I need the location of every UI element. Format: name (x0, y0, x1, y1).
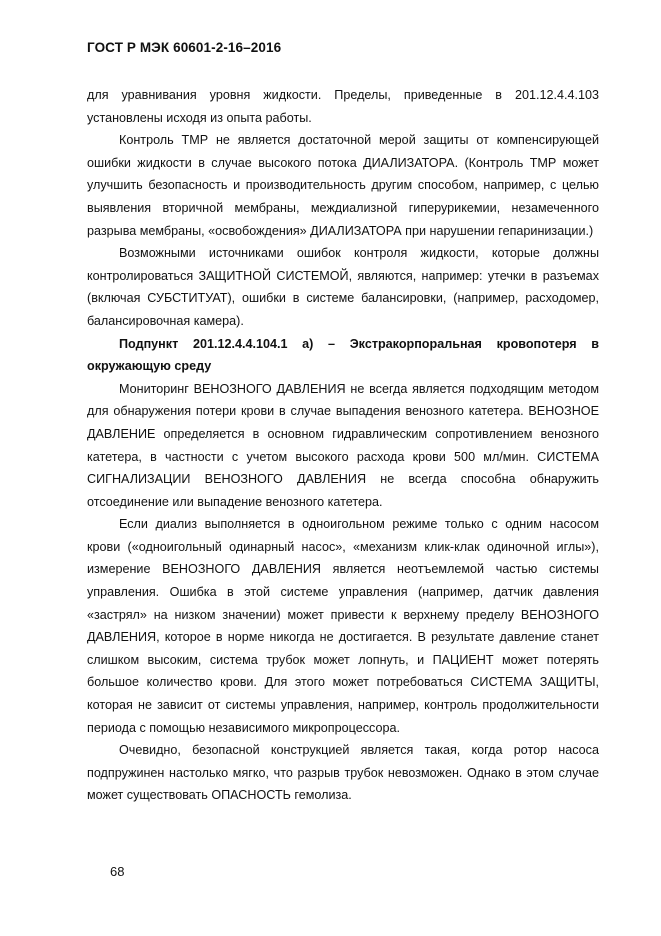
paragraph-venous-pressure: Мониторинг ВЕНОЗНОГО ДАВЛЕНИЯ не всегда является подходящим методом для обнаружения потери крови в случае выпадения венозного катетера. ВЕНОЗНОЕ ДАВЛЕНИЕ определяется в основном гидравлическим сопротивлением венозного катетера, в частности с учетом высокого расхода крови 500 мл/мин. СИСТЕМА СИГНАЛИЗАЦИИ ВЕНОЗНОГО ДАВЛЕНИЯ не всегда способна обнаружить отсоединение или выпадение венозного катетера. (87, 381, 599, 509)
document-header: ГОСТ Р МЭК 60601-2-16–2016 (87, 40, 282, 55)
document-body (87, 84, 599, 807)
subclause-heading: Подпункт 201.12.4.4.104.1 а) – Экстракорпоральная кровопотеря в окружающую среду (87, 336, 599, 374)
paragraph-safe-design: Очевидно, безопасной конструкцией является такая, когда ротор насоса подпружинен настолько мягко, что разрыв трубок невозможен. Однако в этом случае может существовать ОПАСНОСТЬ гемолиза. (87, 743, 599, 803)
paragraph-tmp-control: Контроль ТМР не является достаточной мерой защиты от компенсирующей ошибки жидкости в случае высокого потока ДИАЛИЗАТОРА. (Контроль ТМР может улучшить безопасность и производительность другим способом, например, с целью выявления вторичной мембраны, междиализной гиперурикемии, незамеченного разрыва мембраны, «освобождения» ДИАЛИЗАТОРА при нарушении гепаринизации.) (87, 133, 599, 238)
paragraph-continuation: для уравнивания уровня жидкости. Пределы, приведенные в 201.12.4.4.103 установлены исходя из опыта работы. (87, 88, 599, 125)
paragraph-error-sources: Возможными источниками ошибок контроля жидкости, которые должны контролироваться ЗАЩИТНОЙ СИСТЕМОЙ, являются, например: утечки в разъемах (включая СУБСТИТУАТ), ошибки в системе балансировки, (например, расходомер, балансировочная камера). (87, 246, 599, 328)
page-number: 68 (110, 864, 125, 879)
paragraph-single-needle: Если диализ выполняется в одноигольном режиме только с одним насосом крови («одноигольный одинарный насос», «механизм клик-клак одиночной иглы»), измерение ВЕНОЗНОГО ДАВЛЕНИЯ является неотъемлемой частью системы управления. Ошибка в этой системе управления (например, датчик давления «застрял» на низком значении) может привести к верхнему пределу ВЕНОЗНОГО ДАВЛЕНИЯ, которое в норме никогда не достигается. В результате давление станет слишком высоким, система трубок может лопнуть, и ПАЦИЕНТ может потерять большое количество крови. Для этого может потребоваться СИСТЕМА ЗАЩИТЫ, которая не зависит от системы управления, например, контроль продолжительности периода с помощью независимого микропроцессора. (87, 517, 599, 735)
